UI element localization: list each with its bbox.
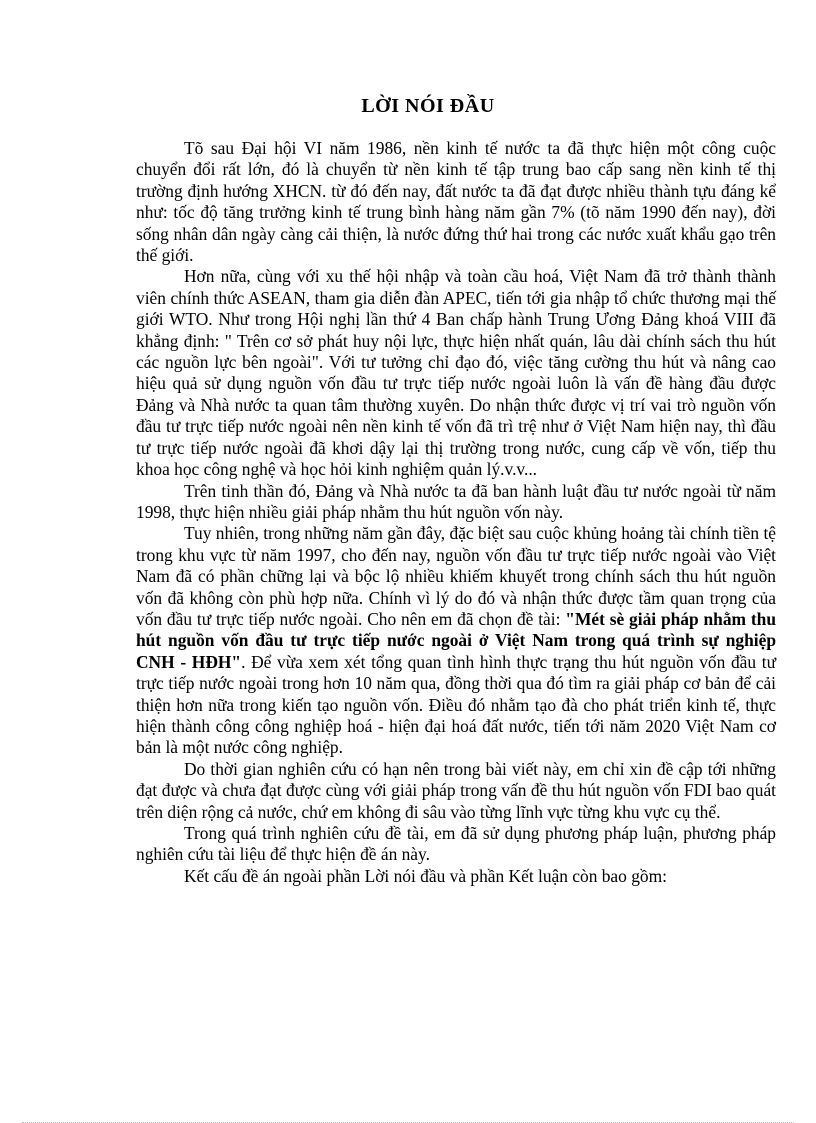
topic-text-after: . Để vừa xem xét tổng quan tình hình thực trạng thu hút nguồn vốn đầu tư trực tiếp nước ngoài trong hơn 10 năm qua, đồng thời qua đó tìm ra giải pháp cơ bản để cải thiện hơn nữa trong kiến tạo nguồn vốn. Điều đó nhằm tạo đà cho phát triển kinh tế, thực hiện thành công công nghiệp hoá - hiện đại hoá đất nước, tiến tới năm 2020 Việt Nam cơ bản là một nước công nghiệp. (136, 651, 776, 758)
document-body (136, 138, 776, 887)
paragraph-structure: Kết cấu đề án ngoài phần Lời nói đầu và phần Kết luận còn bao gồm: (184, 865, 667, 886)
paragraph-integration: Hơn nữa, cùng với xu thế hội nhập và toàn cầu hoá, Việt Nam đã trở thành thành viên chính thức ASEAN, tham gia diễn đàn APEC, tiến tới gia nhập tổ chức thương mại thế giới WTO. Như trong Hội nghị lần thứ 4 Ban chấp hành Trung Ương Đảng khoá VIII đã khẳng định: " Trên cơ sở phát huy nội lực, thực hiện nhất quán, lâu dài chính sách thu hút các nguồn lực bên ngoài". Với tư tưởng chỉ đạo đó, việc tăng cường thu hút và nâng cao hiệu quả sử dụng nguồn vốn đầu tư trực tiếp nước ngoài luôn là vấn đề hàng đầu được Đảng và Nhà nước ta quan tâm thường xuyên. Do nhận thức được vị trí vai trò nguồn vốn đầu tư trực tiếp nước ngoài nên nền kinh tế vốn đã trì trệ như ở Việt Nam hiện nay, thì đầu tư trực tiếp nước ngoài đã khơi dậy lại thị trường trong nước, cung cấp về vốn, tiếp thu khoa học công nghệ và học hỏi kinh nghiệm quản lý.v.v... (136, 266, 776, 480)
paragraph-topic-selection (136, 523, 776, 758)
document-title: LỜI NÓI ĐẦU (361, 95, 495, 117)
paragraph-intro: Tõ sau Đại hội VI năm 1986, nền kinh tế nước ta đã thực hiện một công cuộc chuyển đổi rất lớn, đó là chuyển từ nền kinh tế tập trung bao cấp sang nền kinh tế thị trường định hướng XHCN. từ đó đến nay, đất nước ta đã đạt được nhiều thành tựu đáng kể như: tốc độ tăng trưởng kinh tế trung bình hàng năm gần 7% (tõ năm 1990 đến nay), đời sống nhân dân ngày càng cải thiện, là nước đứng thứ hai trong các nước xuất khẩu gạo trên thế giới. (136, 138, 776, 266)
paragraph-methodology: Trong quá trình nghiên cứu đề tài, em đã sử dụng phương pháp luận, phương pháp nghiên cứu tài liệu để thực hiện đề án này. (136, 823, 776, 865)
paragraph-scope: Do thời gian nghiên cứu có hạn nên trong bài viết này, em chỉ xin đề cập tới những đạt được và chưa đạt được cùng với giải pháp trong vấn đề thu hút nguồn vốn FDI bao quát trên diện rộng cả nước, chứ em không đi sâu vào từng lĩnh vực từng khu vực cụ thể. (136, 758, 776, 822)
topic-title-bold: "Mét sè giải pháp nhằm thu hút nguồn vốn đầu tư trực tiếp nước ngoài ở Việt Nam trong quá trình sự nghiệp CNH - HĐH" (136, 608, 776, 672)
paragraph-investment-law: Trên tinh thần đó, Đảng và Nhà nước ta đã ban hành luật đầu tư nước ngoài từ năm 1998, thực hiện nhiều giải pháp nhằm thu hút nguồn vốn này. (136, 480, 776, 522)
topic-text-before: Tuy nhiên, trong những năm gần đây, đặc biệt sau cuộc khủng hoảng tài chính tiền tệ trong khu vực từ năm 1997, cho đến nay, nguồn vốn đầu tư trực tiếp nước ngoài vào Việt Nam đã có phần chững lại và bộc lộ nhiều khiếm khuyết trong chính sách thu hút nguồn vốn đã không còn phù hợp nữa. Chính vì lý do đó và nhận thức được tầm quan trọng của vốn đầu tư trực tiếp nước ngoài. Cho nên em đã chọn đề tài: (136, 523, 776, 629)
